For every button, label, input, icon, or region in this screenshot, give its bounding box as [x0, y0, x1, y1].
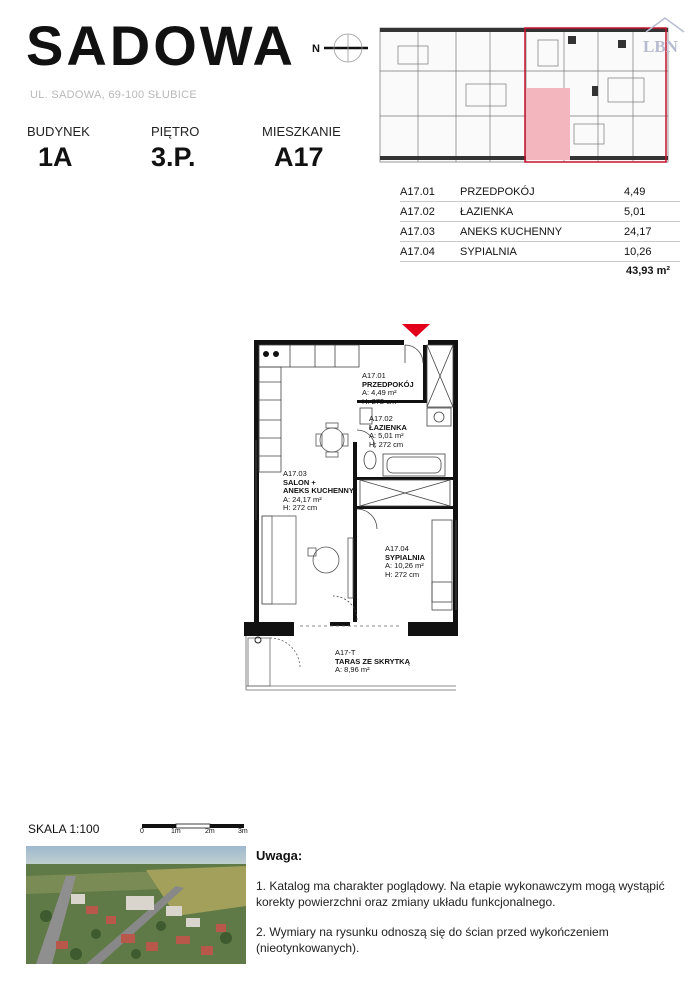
room-code: A17.04	[385, 544, 409, 553]
room-name: SYPIALNIA	[460, 242, 624, 262]
room-code: A17.02	[400, 202, 460, 222]
room-code: A17.04	[400, 242, 460, 262]
room-area: 5,01	[624, 202, 680, 222]
floor-label: PIĘTRO	[151, 124, 200, 139]
room-name: PRZEDPOKÓJ	[460, 182, 624, 202]
room-name: ŁAZIENKA	[460, 202, 624, 222]
room-code: A17.03	[283, 469, 307, 478]
room-area: A: 10,26 m²	[385, 561, 424, 570]
apartment-label: MIESZKANIE	[262, 124, 341, 139]
room-name: ŁAZIENKA	[369, 422, 407, 432]
total-area: 43,93 m²	[626, 265, 671, 277]
scale-tick: 2m	[205, 828, 215, 835]
scale-label: SKALA 1:100	[28, 822, 100, 836]
note-item: 1. Katalog ma charakter poglądowy. Na etapie wykonawczym mogą wystąpić korekty powierzchni oraz zmiany układu funkcjonalnego.	[256, 879, 665, 909]
table-row	[400, 182, 680, 202]
room-label-living	[283, 470, 354, 513]
notes-title: Uwaga:	[256, 848, 303, 863]
address: UL. SADOWA, 69-100 SŁUBICE	[30, 89, 197, 101]
floor-value: 3.P.	[151, 142, 196, 172]
room-label-terrace	[335, 649, 410, 675]
building-label: BUDYNEK	[27, 124, 90, 139]
room-height: H: 272 cm	[283, 503, 318, 512]
note-item: 2. Wymiary na rysunku odnoszą się do ścian przed wykończeniem (nieotynkowanych).	[256, 925, 609, 955]
room-name: ANEKS KUCHENNY	[460, 222, 624, 242]
room-area: 10,26	[624, 242, 680, 262]
room-code: A17.01	[362, 371, 386, 380]
aerial-photo	[26, 846, 246, 964]
room-label-bedroom	[385, 545, 425, 579]
table-row	[400, 242, 680, 262]
room-height: H: 272 cm	[362, 396, 397, 406]
room-name: TARAS ZE SKRYTKĄ	[335, 656, 410, 666]
room-label-bathroom	[369, 415, 407, 449]
room-area: 4,49	[624, 182, 680, 202]
page-title: SADOWA	[26, 14, 296, 77]
apartment-value: A17	[274, 142, 324, 172]
room-code: A17.01	[400, 182, 460, 202]
table-row	[400, 222, 680, 242]
room-name: PRZEDPOKÓJ	[362, 379, 414, 389]
room-code: A17.03	[400, 222, 460, 242]
table-row	[400, 202, 680, 222]
room-code: A17.02	[369, 414, 393, 423]
room-code: A17-T	[335, 648, 356, 657]
room-name: SALON +	[283, 477, 316, 487]
room-height: H: 272 cm	[369, 439, 404, 449]
room-area: A: 5,01 m²	[369, 431, 404, 440]
room-area: A: 24,17 m²	[283, 494, 322, 504]
room-area: A: 4,49 m²	[362, 388, 397, 397]
room-height: H: 272 cm	[385, 569, 420, 579]
scale-tick: 3m	[238, 828, 248, 835]
room-label-hall	[362, 372, 414, 406]
room-name: SYPIALNIA	[385, 552, 426, 562]
scale-tick: 1m	[171, 828, 181, 835]
floor-key-plan	[378, 26, 670, 164]
room-area: 24,17	[624, 222, 680, 242]
north-label: N	[312, 43, 320, 55]
scale-tick: 0	[140, 828, 144, 835]
company-logo	[640, 12, 690, 60]
room-area: A: 8,96 m²	[335, 665, 370, 674]
scale-bar	[140, 822, 250, 842]
logo-text: LBN	[643, 37, 678, 56]
room-name: ANEKS KUCHENNY	[283, 486, 354, 495]
building-value: 1A	[38, 142, 73, 172]
room-area-table	[400, 182, 680, 262]
north-arrow-icon	[312, 28, 372, 68]
